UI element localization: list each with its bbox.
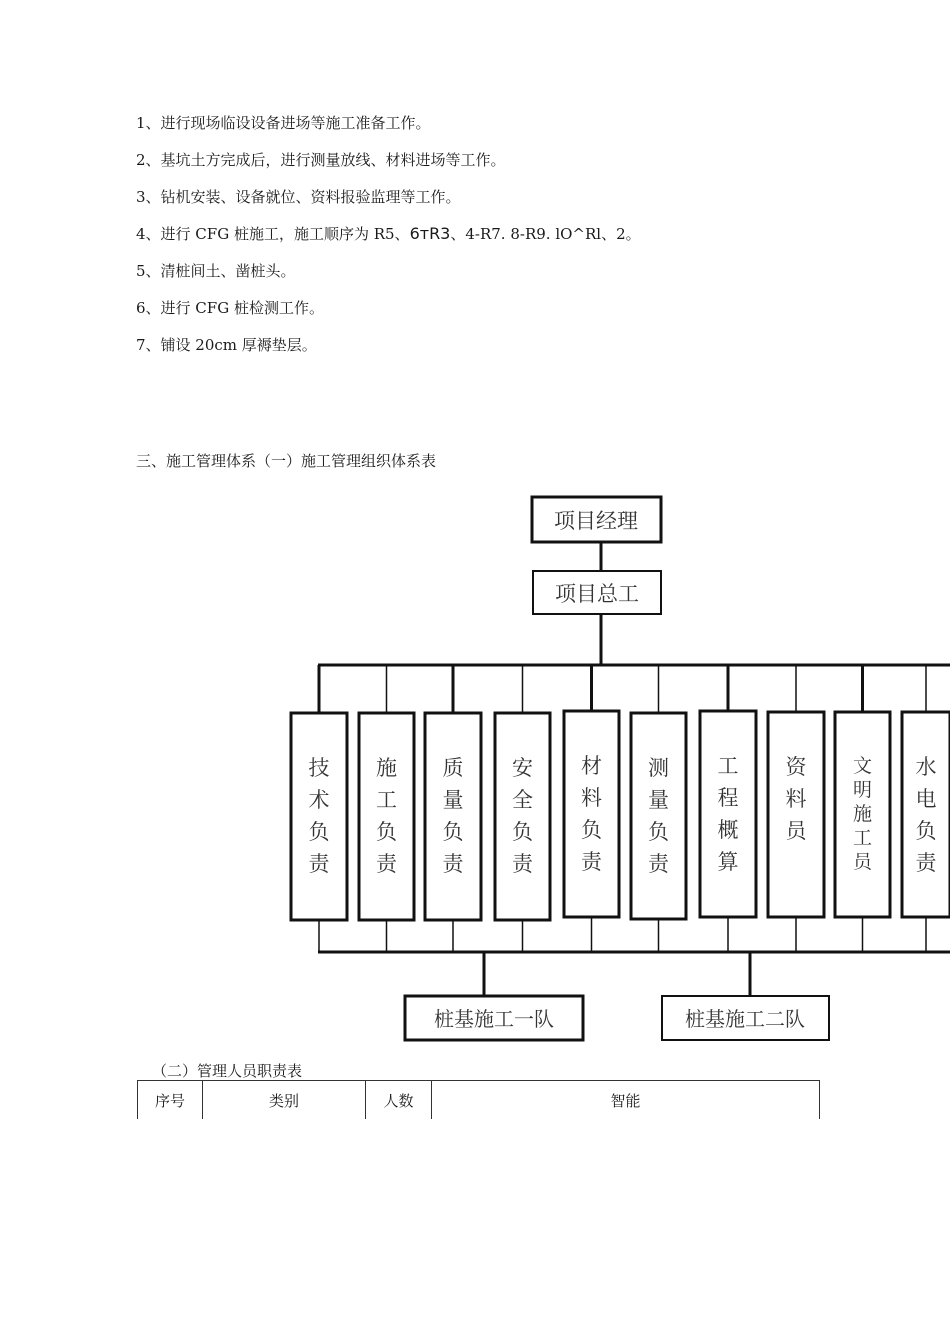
role-char: 员 bbox=[852, 851, 873, 873]
role-char: 责 bbox=[442, 852, 464, 876]
role-box bbox=[631, 713, 686, 919]
manager-label: 项目经理 bbox=[554, 509, 638, 533]
role-char: 施 bbox=[852, 803, 873, 825]
role-char: 全 bbox=[512, 788, 533, 812]
step-5: 5、清桩间土、凿桩头。 bbox=[136, 262, 296, 280]
team-2-label: 桩基施工二队 bbox=[685, 1007, 805, 1031]
role-char: 施 bbox=[376, 756, 397, 780]
chief-engineer-label: 项目总工 bbox=[555, 582, 639, 606]
role-char: 安 bbox=[512, 756, 533, 780]
section-title: 三、施工管理体系（一）施工管理组织体系表 bbox=[136, 452, 437, 470]
step-3: 3、钻机安装、设备就位、资料报验监理等工作。 bbox=[136, 188, 461, 206]
role-char: 料 bbox=[785, 787, 807, 811]
duty-table bbox=[137, 1080, 820, 1119]
role-char: 责 bbox=[915, 851, 937, 875]
duty-table-title: （二）管理人员职责表 bbox=[152, 1062, 303, 1080]
role-char: 责 bbox=[581, 850, 602, 874]
role-char: 术 bbox=[308, 788, 330, 812]
role-char: 负 bbox=[442, 820, 464, 844]
role-char: 负 bbox=[308, 820, 330, 844]
role-char: 量 bbox=[442, 788, 464, 812]
role-char: 算 bbox=[717, 850, 739, 874]
role-box bbox=[835, 712, 890, 917]
role-box bbox=[700, 711, 756, 917]
role-char: 测 bbox=[648, 756, 669, 780]
role-char: 水 bbox=[915, 755, 937, 779]
role-char: 负 bbox=[648, 820, 669, 844]
role-char: 员 bbox=[785, 819, 807, 843]
role-boxes bbox=[291, 711, 950, 920]
role-char: 工 bbox=[852, 827, 873, 849]
role-char: 责 bbox=[376, 852, 397, 876]
role-char: 责 bbox=[512, 852, 533, 876]
role-box bbox=[564, 711, 619, 917]
step-7: 7、铺设 20cm 厚褥垫层。 bbox=[136, 336, 317, 354]
role-box bbox=[359, 713, 414, 920]
header-function: 智能 bbox=[432, 1081, 820, 1120]
role-box bbox=[291, 713, 347, 920]
team-1-label: 桩基施工一队 bbox=[434, 1007, 554, 1031]
team-2-box bbox=[662, 996, 829, 1040]
duty-table-header-row bbox=[138, 1081, 820, 1120]
chief-engineer-box bbox=[533, 571, 661, 614]
step-4-part-c: 、4-R7. 8-R9. lO^Rl、2。 bbox=[450, 225, 641, 243]
role-char: 程 bbox=[717, 786, 739, 810]
role-box bbox=[495, 713, 550, 920]
role-char: 责 bbox=[308, 852, 330, 876]
role-char: 资 bbox=[785, 755, 807, 779]
role-char: 文 bbox=[852, 755, 873, 777]
manager-box bbox=[532, 497, 661, 542]
header-count: 人数 bbox=[366, 1081, 432, 1120]
role-char: 负 bbox=[581, 818, 602, 842]
step-2: 2、基坑土方完成后，进行测量放线、材料进场等工作。 bbox=[136, 151, 506, 169]
step-4-part-b: 6тR3 bbox=[409, 224, 451, 243]
role-char: 质 bbox=[442, 756, 464, 780]
step-1: 1、进行现场临设设备进场等施工准备工作。 bbox=[136, 114, 431, 132]
team-1-box bbox=[405, 996, 583, 1040]
role-char: 工 bbox=[376, 788, 397, 812]
role-char: 料 bbox=[581, 786, 602, 810]
role-char: 负 bbox=[376, 820, 397, 844]
role-char: 工 bbox=[717, 754, 739, 778]
step-6: 6、进行 CFG 桩检测工作。 bbox=[136, 299, 324, 317]
role-char: 量 bbox=[648, 788, 669, 812]
role-char: 负 bbox=[512, 820, 533, 844]
role-box bbox=[902, 712, 950, 917]
role-char: 责 bbox=[648, 852, 669, 876]
header-index: 序号 bbox=[138, 1081, 203, 1120]
role-char: 明 bbox=[852, 779, 873, 801]
role-box bbox=[768, 712, 824, 917]
step-4-part-a: 4、进行 CFG 桩施工，施工顺序为 R5、 bbox=[136, 225, 410, 243]
role-char: 技 bbox=[308, 756, 330, 780]
role-char: 概 bbox=[717, 818, 739, 842]
role-box bbox=[425, 713, 481, 920]
header-category: 类别 bbox=[203, 1081, 366, 1120]
role-char: 负 bbox=[915, 819, 937, 843]
role-char: 电 bbox=[915, 787, 937, 811]
role-char: 材 bbox=[581, 754, 602, 778]
